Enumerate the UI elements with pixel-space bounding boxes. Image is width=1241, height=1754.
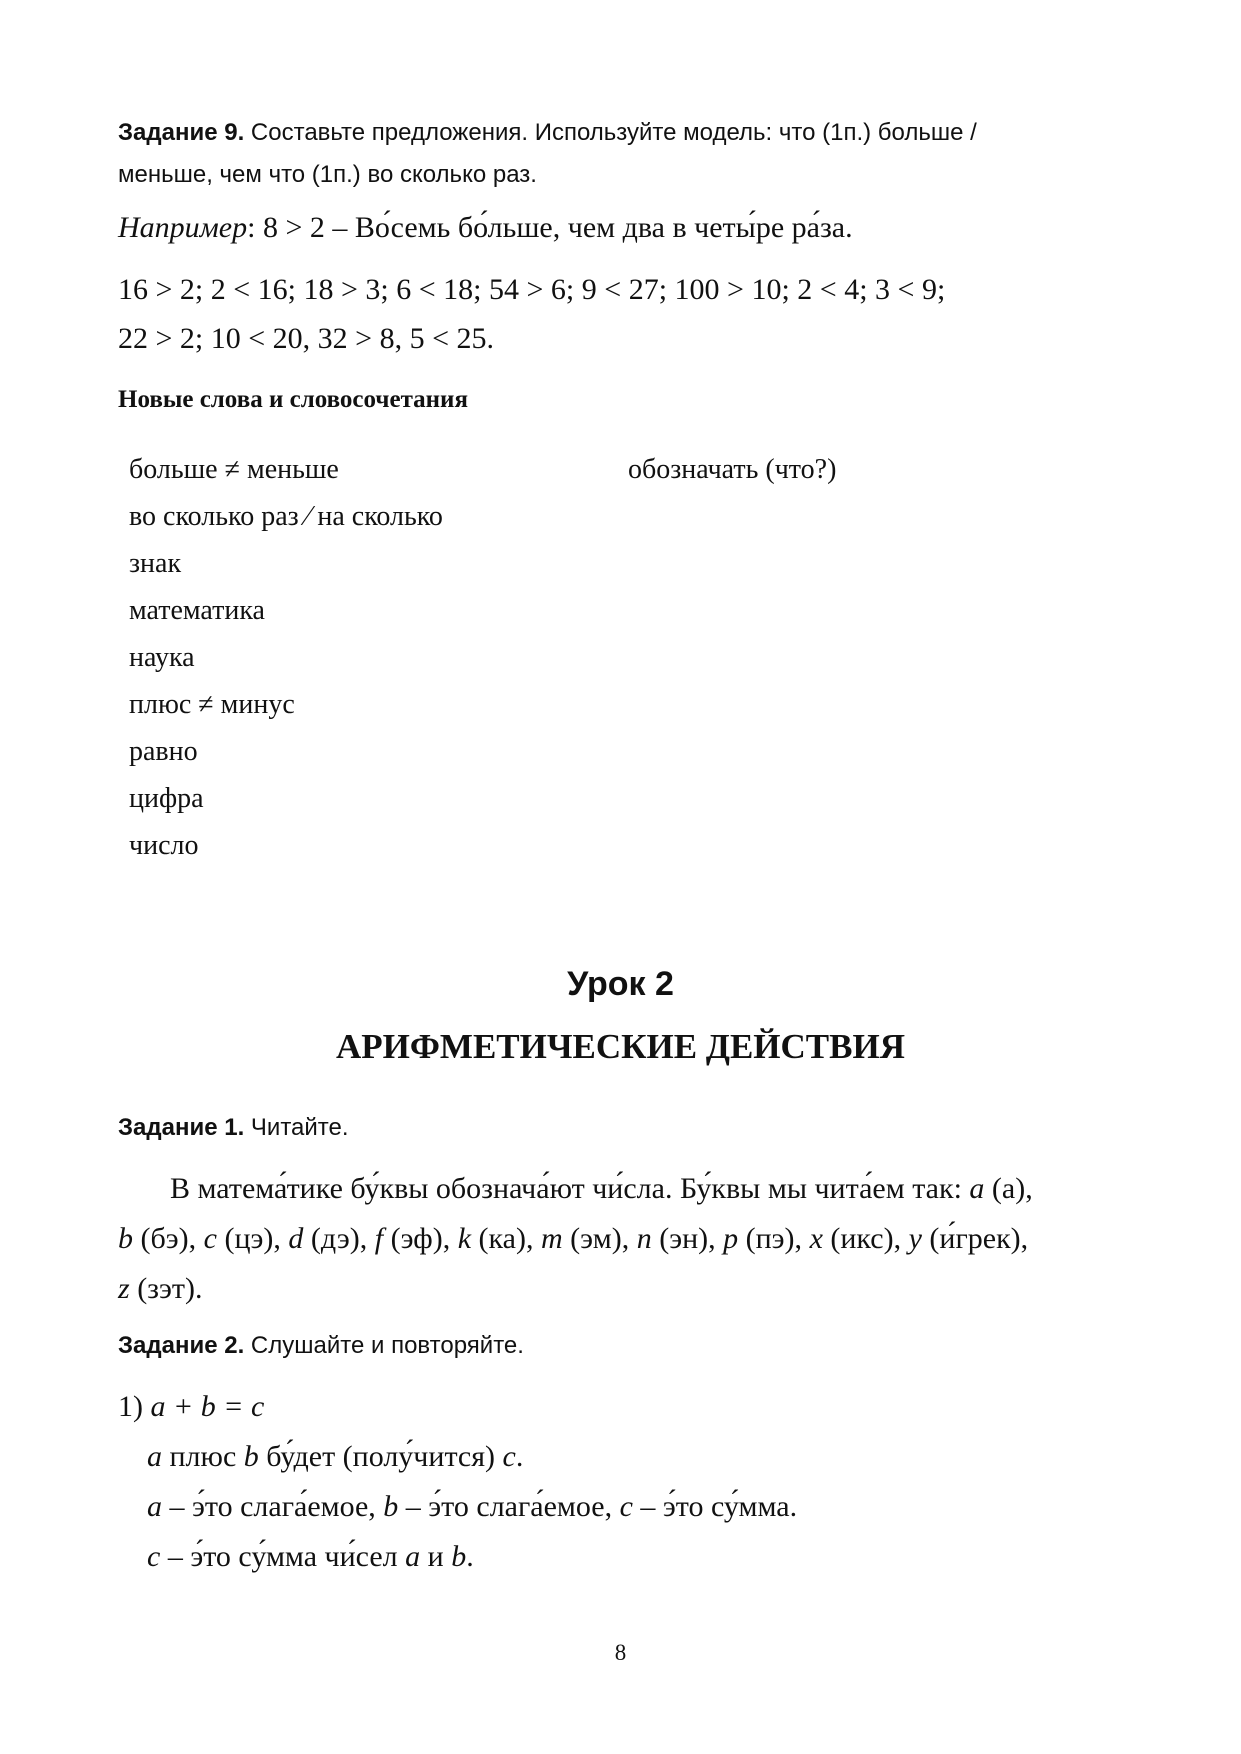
text: . bbox=[466, 1540, 474, 1573]
letter-reading: (эн), bbox=[651, 1222, 724, 1255]
vocab-item: математика bbox=[129, 595, 265, 626]
task9-label: Задание 9. bbox=[118, 119, 245, 146]
var-a: a bbox=[147, 1490, 162, 1523]
task9-text-line2: меньше, чем что (1п.) во сколько раз. bbox=[118, 161, 537, 188]
vocab-item: во сколько раз ⁄ на сколько bbox=[129, 501, 443, 532]
letter-a-reading: (а), bbox=[984, 1172, 1033, 1205]
text: бу́дет (полу́чится) bbox=[258, 1440, 503, 1473]
task2-label: Задание 2. bbox=[118, 1332, 245, 1359]
text: – э́то су́мма. bbox=[632, 1490, 798, 1523]
letter-reading: (икс), bbox=[822, 1222, 909, 1255]
example-label: Например bbox=[118, 211, 248, 244]
vocabulary-heading: Новые слова и словосочетания bbox=[118, 386, 468, 413]
task2-formula bbox=[118, 1390, 264, 1424]
text: – э́то слага́емое, bbox=[162, 1490, 384, 1523]
vocab-item: обозначать (что?) bbox=[628, 454, 837, 485]
task2-line3 bbox=[147, 1540, 474, 1574]
comparisons-line1: 16 > 2; 2 < 16; 18 > 3; 6 < 18; 54 > 6; 9 < 27; 100 > 10; 2 < 4; 3 < 9; bbox=[118, 273, 946, 306]
letter: d bbox=[288, 1222, 304, 1255]
vocab-item: плюс ≠ минус bbox=[129, 689, 295, 720]
vocab-item: цифра bbox=[129, 783, 204, 814]
letter-reading: (эм), bbox=[562, 1222, 637, 1255]
text: . bbox=[515, 1440, 524, 1473]
var-b: b bbox=[383, 1490, 399, 1523]
task2-text: Слушайте и повторяйте. bbox=[244, 1332, 524, 1359]
letter: f bbox=[374, 1222, 384, 1255]
var-b: b bbox=[243, 1440, 259, 1473]
page-number: 8 bbox=[614, 1640, 627, 1665]
letter-reading: (пэ), bbox=[738, 1222, 810, 1255]
var-a: a bbox=[405, 1540, 421, 1573]
task9-example bbox=[118, 211, 853, 245]
lesson-subtitle: АРИФМЕТИЧЕСКИЕ ДЕЙСТВИЯ bbox=[335, 1027, 905, 1066]
task1-label: Задание 1. bbox=[118, 1114, 245, 1141]
var-c: c bbox=[619, 1490, 633, 1523]
text: – э́то слага́емое, bbox=[398, 1490, 620, 1523]
letter: p bbox=[723, 1222, 739, 1255]
comparisons-line2: 22 > 2; 10 < 20, 32 > 8, 5 < 25. bbox=[118, 322, 495, 355]
letter: k bbox=[457, 1222, 472, 1255]
letter-z-reading: (зэт). bbox=[129, 1272, 203, 1305]
letter: m bbox=[540, 1222, 563, 1255]
task1-paragraph-line2 bbox=[118, 1222, 1028, 1256]
task9-text-line1: Составьте предложения. Используйте модель: что (1п.) больше / bbox=[244, 119, 977, 146]
letter-reading: (эф), bbox=[383, 1222, 458, 1255]
task2-line2 bbox=[147, 1490, 797, 1524]
vocabulary-left-list bbox=[129, 446, 443, 869]
formula-number: 1) bbox=[118, 1390, 151, 1423]
text: плюс bbox=[162, 1440, 244, 1473]
var-c: c bbox=[147, 1540, 161, 1573]
letter-a: a bbox=[969, 1172, 985, 1205]
task1-text: Читайте. bbox=[244, 1114, 349, 1141]
var-a: a bbox=[147, 1440, 162, 1473]
formula-expression: a + b = c bbox=[150, 1390, 265, 1423]
vocab-item: больше ≠ меньше bbox=[129, 454, 339, 485]
letter-reading: (дэ), bbox=[303, 1222, 375, 1255]
task1-heading bbox=[118, 1107, 349, 1149]
letter-reading: (бэ), bbox=[133, 1222, 204, 1255]
letter: x bbox=[809, 1222, 823, 1255]
letter: y bbox=[908, 1222, 922, 1255]
vocab-item: знак bbox=[129, 548, 182, 579]
letter: c bbox=[203, 1222, 217, 1255]
letter-reading: (ка), bbox=[471, 1222, 541, 1255]
task9-line1 bbox=[118, 112, 977, 154]
vocabulary-right-list bbox=[628, 446, 836, 493]
task2-heading bbox=[118, 1325, 524, 1367]
task2-line1 bbox=[147, 1440, 523, 1474]
var-b: b bbox=[451, 1540, 467, 1573]
task1-paragraph-line1 bbox=[170, 1172, 1033, 1206]
example-text: : 8 > 2 – Во́семь бо́льше, чем два в четы́ре ра́за. bbox=[247, 211, 853, 244]
letter-z: z bbox=[118, 1272, 130, 1305]
task1-p1-text: В матема́тике бу́квы обознача́ют чи́сла. Бу́квы мы чита́ем так: bbox=[170, 1172, 970, 1205]
letter: n bbox=[636, 1222, 652, 1255]
var-c: c bbox=[502, 1440, 516, 1473]
lesson-title: Урок 2 bbox=[567, 965, 674, 1003]
text: – э́то су́мма чи́сел bbox=[160, 1540, 406, 1573]
vocab-item: наука bbox=[129, 642, 195, 673]
letter-reading: (цэ), bbox=[216, 1222, 289, 1255]
letter: b bbox=[118, 1222, 133, 1255]
vocab-item: число bbox=[129, 830, 199, 861]
text: и bbox=[420, 1540, 452, 1573]
letter-reading: (и́грек), bbox=[921, 1222, 1029, 1255]
vocab-item: равно bbox=[129, 736, 198, 767]
task1-paragraph-line3 bbox=[118, 1272, 203, 1306]
